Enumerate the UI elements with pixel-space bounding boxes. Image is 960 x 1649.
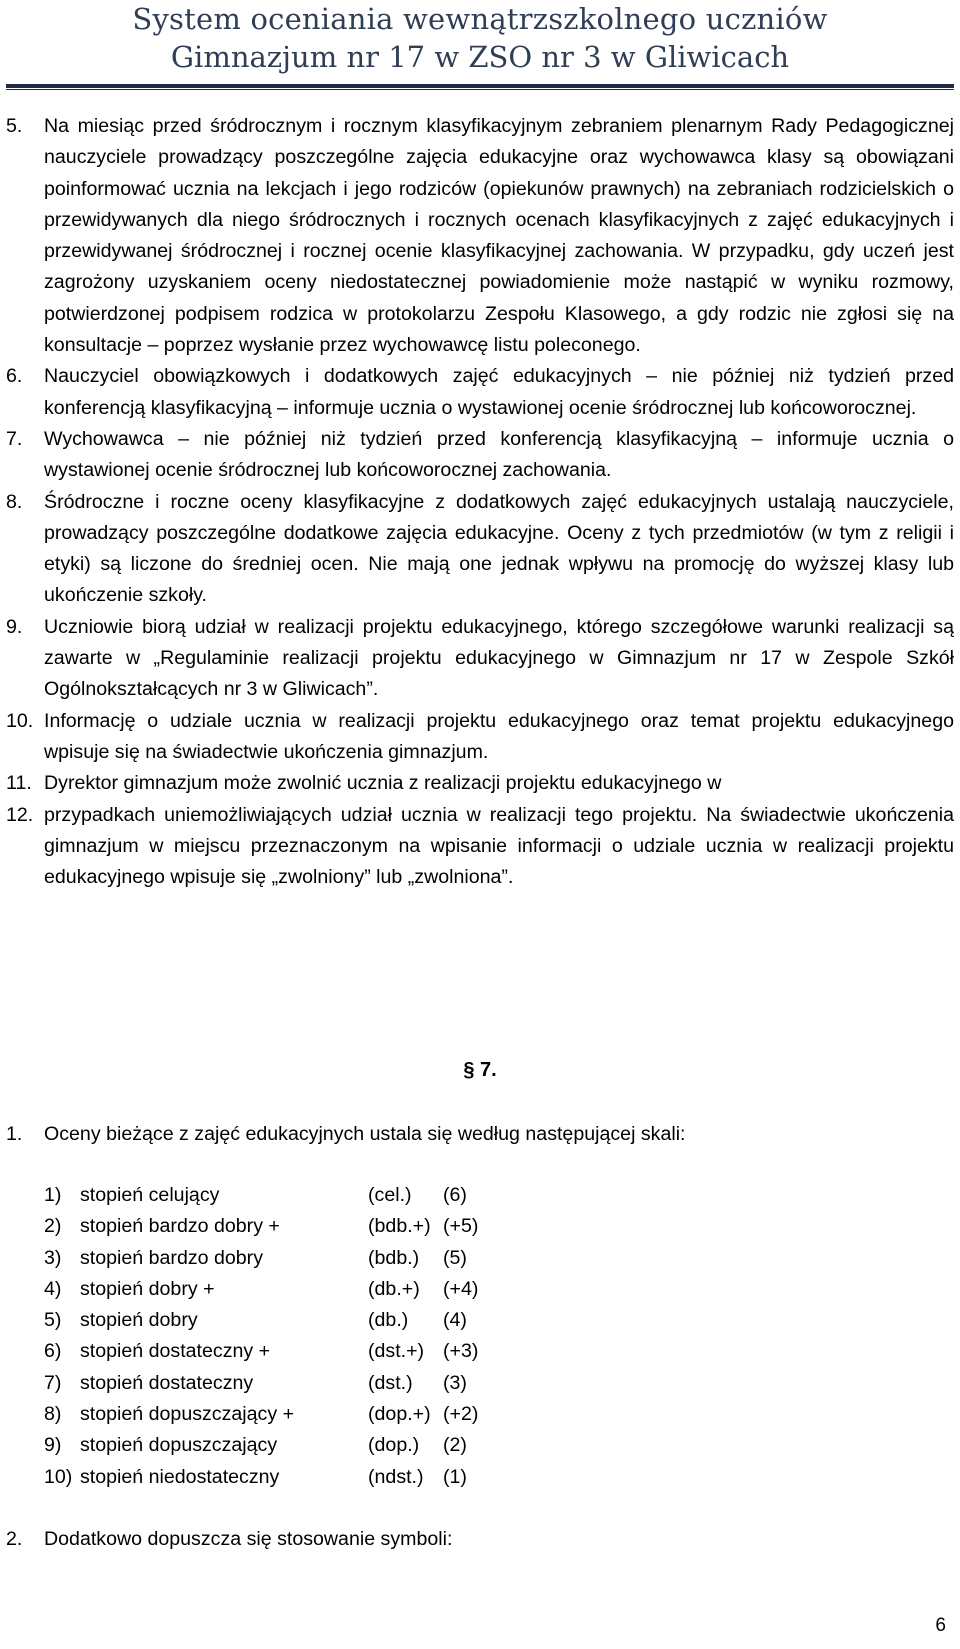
list-item [6, 800, 954, 894]
grade-value: (1) [443, 1465, 467, 1488]
point-number: 1. [6, 1123, 23, 1145]
grade-name: stopień dopuszczający [80, 1434, 278, 1457]
section-heading: § 7. [463, 1059, 497, 1081]
grade-number: 3) [44, 1246, 62, 1269]
header-title: System oceniania wewnątrzszkolnego uczniów [132, 2, 828, 36]
item-number: 5. [6, 115, 23, 137]
list-item [6, 487, 954, 612]
grade-number: 1) [44, 1184, 62, 1206]
grade-abbr: (dst.) [368, 1371, 413, 1394]
item-text: Śródroczne i roczne oceny klasyfikacyjne z dodatkowych zajęć edukacyjnych ustalają nauczyciele, prowadzący poszczególne dodatkowe zajęcia edukacyjne. Oceny z tych przedmiotów (w tym z religii i etyki) są liczone do średniej ocen. Nie mają one jednak wpływu na promocję do wyższej klasy lub ukończenie szkoły. [44, 490, 954, 607]
grade-name: stopień dostateczny + [80, 1340, 271, 1363]
list-item [6, 768, 954, 799]
grade-value: (2) [443, 1434, 467, 1457]
grade-value: (+5) [443, 1215, 479, 1238]
header-rule-thin [6, 89, 954, 90]
grade-name: stopień bardzo dobry [80, 1246, 263, 1269]
item-text: Nauczyciel obowiązkowych i dodatkowych zajęć edukacyjnych – nie później niż tydzień przed konferencją klasyfikacyjną – informuje ucznia o wystawionej ocenie śródrocznej lub końcoworocznej. [44, 365, 954, 419]
grade-number: 10) [44, 1465, 73, 1488]
item-number: 6. [6, 365, 23, 388]
item-number: 7. [6, 427, 23, 450]
grade-name: stopień niedostateczny [80, 1465, 280, 1488]
grade-number: 6) [44, 1340, 62, 1363]
page-number: 6 [935, 1615, 946, 1636]
item-number: 10. [6, 709, 34, 732]
grade-abbr: (dop.+) [368, 1403, 431, 1426]
grade-abbr: (cel.) [368, 1184, 412, 1206]
grade-name: stopień dobry [80, 1309, 198, 1332]
grade-abbr: (bdb.) [368, 1246, 420, 1269]
item-text: przypadkach uniemożliwiających udział ucznia w realizacji tego projektu. Na świadectwie ukończenia gimnazjum w miejscu przeznaczonym na wpisanie informacji o udziale ucznia w realizacji projektu edukacyjnego wpisuje się „zwolniony” lub „zwolniona”. [44, 803, 954, 889]
list-item [6, 424, 954, 487]
grade-name: stopień bardzo dobry + [80, 1215, 280, 1238]
point-text: Dodatkowo dopuszcza się stosowanie symboli: [44, 1528, 453, 1550]
header-subtitle: Gimnazjum nr 17 w ZSO nr 3 w Gliwicach [170, 40, 790, 74]
grade-abbr: (db.+) [368, 1277, 420, 1300]
item-number: 8. [6, 490, 23, 513]
grade-abbr: (ndst.) [368, 1465, 424, 1488]
grade-name: stopień dobry + [80, 1277, 215, 1300]
grade-name: stopień dostateczny [80, 1371, 254, 1394]
header-rule-thick [6, 84, 954, 88]
item-number: 12. [6, 803, 34, 826]
grade-value: (5) [443, 1246, 467, 1269]
point-text: Oceny bieżące z zajęć edukacyjnych ustala się według następującej skali: [44, 1123, 686, 1145]
grade-number: 7) [44, 1371, 62, 1394]
grade-abbr: (bdb.+) [368, 1215, 431, 1238]
grade-value: (3) [443, 1371, 467, 1394]
grade-number: 5) [44, 1309, 62, 1332]
list-item [6, 111, 954, 361]
grade-name: stopień dopuszczający + [80, 1403, 295, 1426]
item-text: Uczniowie biorą udział w realizacji projektu edukacyjnego, którego szczegółowe warunki realizacji są zawarte w „Regulaminie realizacji projektu edukacyjnego w Gimnazjum nr 17 w Zespole Szkół Ogólnokształcących nr 3 w Gliwicach”. [44, 615, 954, 701]
grade-number: 4) [44, 1277, 62, 1300]
grade-number: 8) [44, 1403, 62, 1426]
item-number: 11. [6, 772, 32, 795]
list-item [6, 612, 954, 706]
grade-name: stopień celujący [80, 1184, 220, 1206]
point-number: 2. [6, 1528, 23, 1550]
item-text: Na miesiąc przed śródrocznym i rocznym klasyfikacyjnym zebraniem plenarnym Rady Pedagogicznej nauczyciele prowadzący poszczególne zajęcia edukacyjne oraz wychowawca klasy są obowiązani poinformować ucznia na lekcjach i jego rodziców (opiekunów prawnych) na zebraniach rodzicielskich o przewidywanych dla niego śródrocznych i rocznych ocenach klasyfikacyjnych z zajęć edukacyjnych i przewidywanej śródrocznej i rocznej ocenie klasyfikacyjnej zachowania. W przypadku, gdy uczeń jest zagrożony uzyskaniem oceny niedostatecznej powiadomienie może nastąpić w wyniku rozmowy, potwierdzonej podpisem rodzica w protokolarzu Zespołu Klasowego, a gdy rodzic nie zgłosi się na konsultacje – poprzez wysłanie przez wychowawcę listu poleconego. [44, 115, 954, 357]
grade-value: (6) [443, 1184, 467, 1206]
grade-value: (+3) [443, 1340, 479, 1363]
grade-value: (4) [443, 1309, 467, 1332]
grade-value: (+4) [443, 1277, 479, 1300]
list-item [6, 361, 954, 424]
document-header [0, 0, 960, 76]
grade-number: 2) [44, 1215, 62, 1238]
grade-abbr: (dst.+) [368, 1340, 425, 1363]
grade-abbr: (db.) [368, 1309, 409, 1332]
grade-number: 9) [44, 1434, 62, 1457]
item-number: 9. [6, 615, 23, 638]
numbered-list [6, 111, 954, 893]
list-item [6, 706, 954, 769]
item-text: Informację o udziale ucznia w realizacji projektu edukacyjnego oraz temat projektu edukacyjnego wpisuje się na świadectwie ukończenia gimnazjum. [44, 709, 954, 763]
grade-value: (+2) [443, 1403, 479, 1426]
grade-abbr: (dop.) [368, 1434, 420, 1457]
item-text: Wychowawca – nie później niż tydzień przed konferencją klasyfikacyjną – informuje ucznia o wystawionej ocenie śródrocznej lub końcoworocznej zachowania. [44, 427, 954, 482]
item-text: Dyrektor gimnazjum może zwolnić ucznia z realizacji projektu edukacyjnego w [44, 772, 722, 795]
